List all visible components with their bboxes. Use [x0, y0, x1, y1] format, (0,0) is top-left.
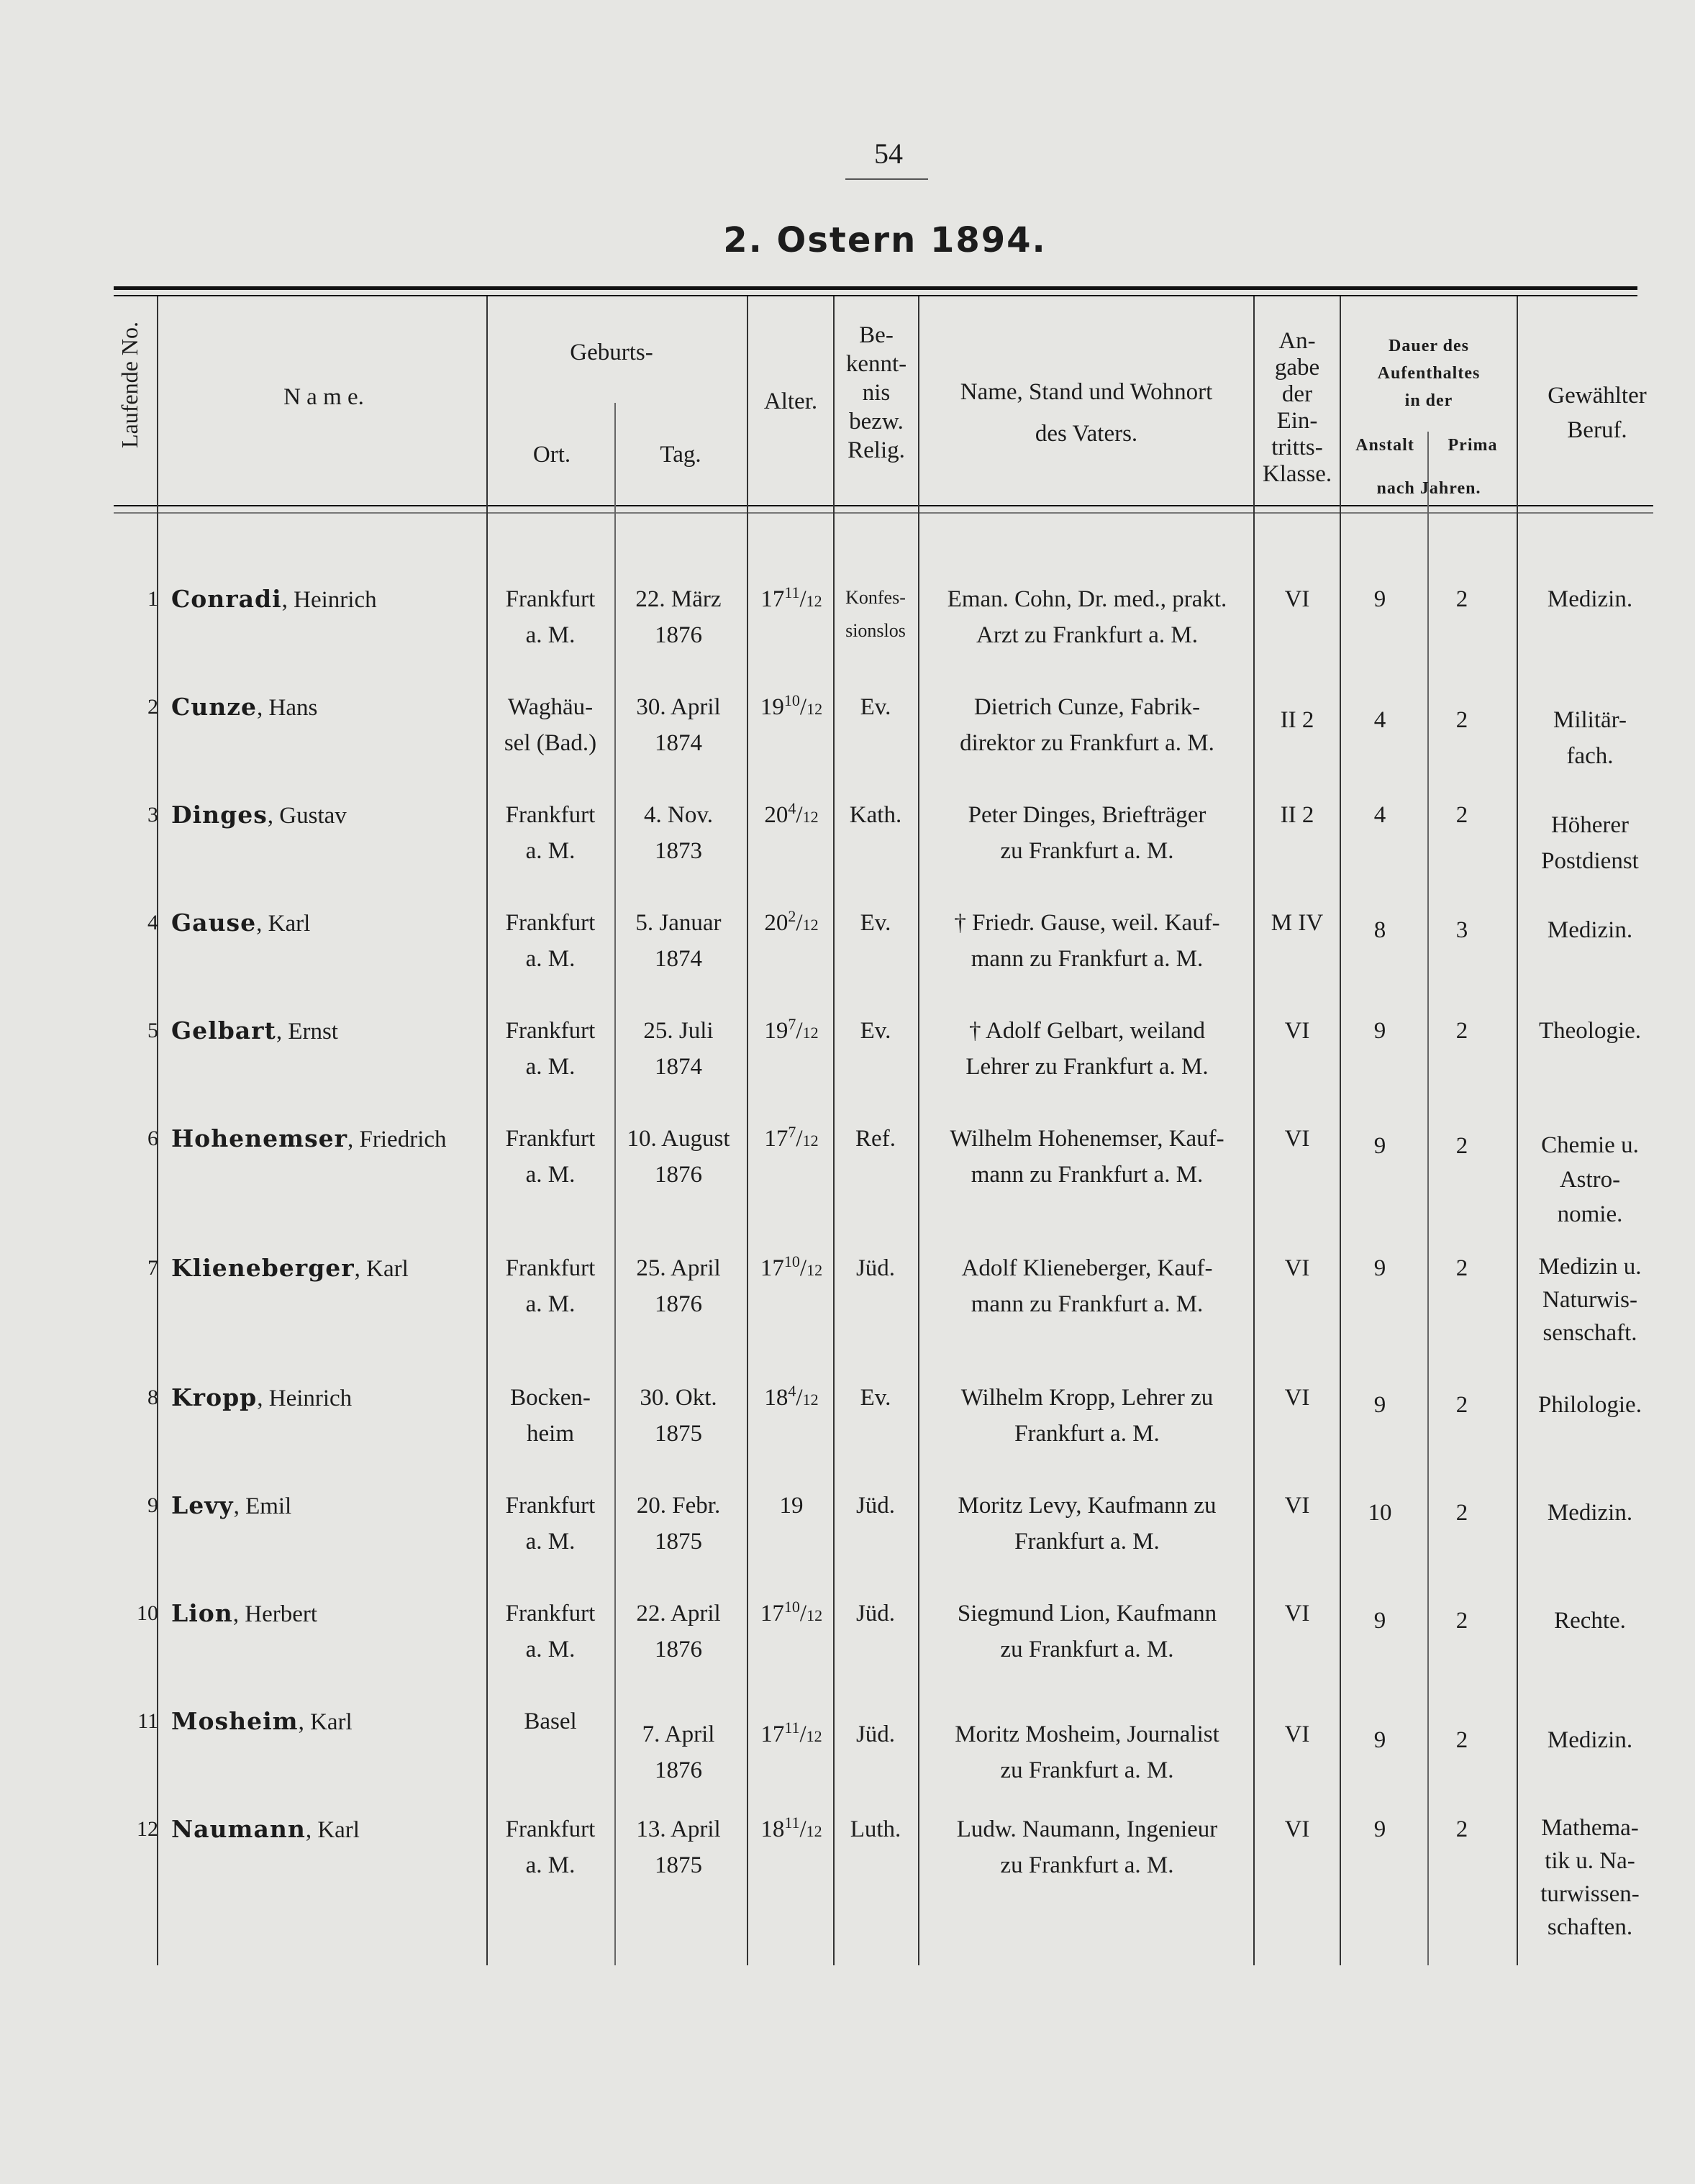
chosen-profession: Theologie. [1538, 1018, 1642, 1044]
entry-class: VI [1284, 1493, 1310, 1519]
surname: Hohenemser [171, 1124, 348, 1152]
age-months: 11 [784, 1814, 800, 1832]
years-prima: 2 [1455, 1608, 1468, 1634]
birth-date: 13. April 1875 [636, 1816, 721, 1878]
firstname: , Karl [305, 1817, 360, 1843]
age-years: 20 [764, 802, 789, 828]
birth-place: Frankfurt a. M. [505, 1601, 596, 1662]
age-denominator: 12 [802, 916, 819, 934]
student-name [171, 689, 488, 726]
table-row [0, 1121, 1695, 1227]
years-anstalt: 9 [1373, 1392, 1386, 1418]
age-months: 4 [788, 1382, 796, 1400]
row-number: 3 [147, 803, 158, 827]
years-anstalt: 9 [1373, 1255, 1386, 1281]
firstname: , Ernst [276, 1019, 338, 1045]
row-number: 10 [137, 1601, 158, 1625]
row-number: 11 [137, 1709, 158, 1733]
age-months: 4 [788, 799, 796, 817]
birth-place: Frankfurt a. M. [505, 1816, 596, 1878]
header-dauer: Dauer des Aufenthaltes in der [1377, 337, 1481, 410]
years-prima: 2 [1455, 802, 1468, 828]
age-denominator: 12 [802, 1391, 819, 1409]
entry-class: VI [1284, 1816, 1310, 1842]
table-row [0, 581, 1695, 675]
row-number: 9 [147, 1493, 158, 1517]
table-row [0, 1811, 1695, 1940]
header-angabe: An- gabe der Ein- tritts- Klasse. [1262, 328, 1332, 487]
age: $17^{11}/12$ [760, 583, 822, 612]
age: $17^7/12$ [764, 1123, 819, 1152]
religion: Konfes- sionslos [845, 587, 906, 641]
chosen-profession: Medizin. [1547, 586, 1633, 612]
birth-date: 22. April 1876 [636, 1601, 721, 1662]
surname: Dinges [171, 801, 268, 829]
birth-date: 5. Januar 1874 [635, 910, 722, 972]
chosen-profession: Mathema- tik u. Na- turwissen- schaften. [1540, 1815, 1640, 1940]
entry-class: VI [1284, 1601, 1310, 1626]
header-prima: Prima [1448, 436, 1498, 455]
father: Wilhelm Hohenemser, Kauf- mann zu Frankfurt a. M. [950, 1126, 1224, 1188]
age-years: 19 [764, 1018, 789, 1044]
entry-class: VI [1284, 1721, 1310, 1747]
table-row [0, 689, 1695, 783]
student-name [171, 1250, 488, 1287]
table-row [0, 1703, 1695, 1797]
years-prima: 2 [1455, 1018, 1468, 1044]
table-row [0, 1013, 1695, 1106]
age-years: 17 [760, 1601, 784, 1626]
entry-class: VI [1284, 1385, 1310, 1411]
age-months: 7 [788, 1123, 796, 1141]
birth-place: Basel [524, 1708, 577, 1734]
age-years: 17 [760, 1721, 785, 1747]
firstname: , Heinrich [257, 1386, 353, 1411]
header-bekenntnis: Be- kennt- nis bezw. Relig. [845, 322, 907, 463]
father: Siegmund Lion, Kaufmann zu Frankfurt a. M. [957, 1601, 1217, 1662]
birth-date: 7. April 1876 [642, 1721, 715, 1783]
years-prima: 2 [1455, 707, 1468, 733]
years-anstalt: 4 [1373, 802, 1386, 828]
surname: Levy [171, 1491, 234, 1519]
surname: Naumann [171, 1815, 306, 1843]
birth-date: 4. Nov. 1873 [644, 802, 713, 864]
years-prima: 2 [1455, 586, 1468, 612]
row-number: 1 [147, 587, 158, 611]
birth-place: Frankfurt a. M. [505, 1493, 596, 1555]
birth-place: Frankfurt a. M. [505, 1126, 596, 1188]
father: † Adolf Gelbart, weiland Lehrer zu Frankfurt a. M. [965, 1018, 1209, 1080]
surname: Gause [171, 909, 257, 937]
age-years: 18 [764, 1385, 789, 1411]
years-anstalt: 9 [1373, 1608, 1386, 1634]
birth-date: 25. April 1876 [636, 1255, 721, 1317]
surname: Mosheim [171, 1707, 299, 1735]
age-months: 11 [784, 583, 800, 601]
entry-class: VI [1284, 586, 1310, 612]
age [745, 1488, 838, 1524]
birth-place: Waghäu- sel (Bad.) [504, 694, 597, 756]
chosen-profession: Militär- fach. [1553, 707, 1627, 769]
religion: Kath. [849, 802, 902, 828]
table-row [0, 905, 1695, 998]
row-number: 6 [147, 1127, 158, 1150]
age-years: 20 [764, 910, 789, 936]
table-top-rule [114, 286, 1637, 290]
religion: Ev. [860, 1385, 891, 1411]
birth-place: Frankfurt a. M. [505, 1255, 596, 1317]
years-prima: 2 [1455, 1727, 1468, 1753]
chosen-profession: Chemie u. Astro- nomie. [1541, 1132, 1639, 1227]
header-geburts: Geburts- [570, 340, 653, 365]
page-number: 54 [874, 137, 903, 170]
student-name [171, 1703, 488, 1740]
entry-class: VI [1284, 1126, 1310, 1152]
row-number: 8 [147, 1386, 158, 1409]
age-months: 7 [788, 1015, 796, 1033]
header-nach-jahren: nach Jahren. [1376, 479, 1481, 498]
age-years: 19 [760, 694, 784, 720]
birth-date: 25. Juli 1874 [643, 1018, 714, 1080]
age-months: 10 [783, 1598, 800, 1616]
years-anstalt: 10 [1368, 1500, 1392, 1526]
surname: Conradi [171, 585, 282, 613]
entry-class: VI [1284, 1255, 1310, 1281]
religion: Ev. [860, 694, 891, 720]
age-years: 19 [779, 1493, 804, 1519]
father: Adolf Klieneberger, Kauf- mann zu Frankfurt a. M. [961, 1255, 1213, 1317]
firstname: , Karl [256, 911, 311, 937]
age-years: 17 [760, 586, 785, 612]
years-prima: 2 [1455, 1500, 1468, 1526]
header-anstalt: Anstalt [1355, 436, 1414, 455]
student-name [171, 1596, 488, 1632]
religion: Jüd. [855, 1601, 896, 1626]
years-anstalt: 9 [1373, 586, 1386, 612]
birth-date: 30. April 1874 [636, 694, 721, 756]
surname: Cunze [171, 693, 257, 721]
birth-date: 10. August 1876 [627, 1126, 730, 1188]
age-denominator: 12 [806, 592, 822, 610]
years-anstalt: 4 [1373, 707, 1386, 733]
firstname: , Emil [233, 1493, 292, 1519]
firstname: , Karl [298, 1709, 353, 1735]
father: Moritz Levy, Kaufmann zu Frankfurt a. M. [958, 1493, 1217, 1555]
row-number: 4 [147, 911, 158, 934]
years-anstalt: 9 [1373, 1727, 1386, 1753]
age-denominator: 12 [806, 1261, 823, 1279]
surname: Kropp [171, 1383, 258, 1411]
chosen-profession: Medizin. [1547, 917, 1633, 943]
age-months: 10 [783, 1252, 800, 1270]
father: Peter Dinges, Briefträger zu Frankfurt a. M. [968, 802, 1207, 864]
age: $20^2/12$ [764, 907, 819, 936]
chosen-profession: Medizin. [1547, 1727, 1633, 1753]
religion: Jüd. [855, 1255, 896, 1281]
age: $18^{11}/12$ [760, 1814, 822, 1842]
birth-date: 30. Okt. 1875 [640, 1385, 717, 1447]
age-denominator: 12 [802, 1024, 819, 1042]
age-denominator: 12 [802, 808, 819, 826]
student-name [171, 1488, 488, 1524]
years-anstalt: 9 [1373, 1018, 1386, 1044]
table-row [0, 1380, 1695, 1473]
table-top-rule-thin [114, 295, 1637, 296]
father: Eman. Cohn, Dr. med., prakt. Arzt zu Frankfurt a. M. [947, 586, 1227, 648]
years-anstalt: 8 [1373, 917, 1386, 943]
birth-date: 20. Febr. 1875 [636, 1493, 721, 1555]
header-alter: Alter. [763, 388, 818, 414]
years-prima: 2 [1455, 1255, 1468, 1281]
father: Wilhelm Kropp, Lehrer zu Frankfurt a. M. [960, 1385, 1214, 1447]
entry-class: II 2 [1280, 707, 1314, 733]
age-denominator: 12 [806, 1822, 822, 1840]
header-ort: Ort. [532, 442, 571, 468]
age: $17^{11}/12$ [760, 1719, 822, 1747]
birth-place: Frankfurt a. M. [505, 1018, 596, 1080]
age-denominator: 12 [806, 1727, 822, 1745]
birth-place: Frankfurt a. M. [505, 802, 596, 864]
surname: Gelbart [171, 1016, 276, 1045]
age-denominator: 12 [806, 700, 823, 718]
table-row [0, 1488, 1695, 1581]
father: Moritz Mosheim, Journalist zu Frankfurt a. M. [955, 1721, 1219, 1783]
table-row [0, 1250, 1695, 1344]
header-vater: Name, Stand und Wohnort des Vaters. [960, 379, 1213, 447]
chosen-profession: Medizin u. Naturwis- senschaft. [1538, 1254, 1642, 1346]
student-name [171, 797, 488, 834]
firstname: , Friedrich [347, 1127, 447, 1152]
religion: Jüd. [855, 1493, 896, 1519]
religion: Jüd. [855, 1721, 896, 1747]
religion: Ref. [855, 1126, 896, 1152]
age-years: 17 [760, 1255, 784, 1281]
student-name [171, 1013, 488, 1050]
entry-class: M IV [1271, 910, 1324, 936]
chosen-profession: Philologie. [1538, 1392, 1642, 1418]
row-number: 12 [137, 1817, 158, 1841]
years-prima: 2 [1455, 1816, 1468, 1842]
student-name [171, 905, 488, 942]
firstname: , Heinrich [281, 587, 377, 613]
page-number-rule [845, 178, 928, 180]
age: $19^{10}/12$ [760, 691, 823, 720]
student-name [171, 1380, 488, 1416]
age: $18^4/12$ [764, 1382, 819, 1411]
chosen-profession: Höherer Postdienst [1541, 812, 1639, 874]
firstname: , Karl [354, 1256, 409, 1282]
birth-place: Frankfurt a. M. [505, 910, 596, 972]
student-name [171, 581, 488, 618]
firstname: , Herbert [232, 1601, 318, 1627]
years-prima: 2 [1455, 1392, 1468, 1418]
age-denominator: 12 [802, 1132, 819, 1150]
years-anstalt: 9 [1373, 1816, 1386, 1842]
years-prima: 2 [1455, 1133, 1468, 1159]
header-laufende-no: Laufende No. [117, 322, 142, 448]
age-years: 18 [760, 1816, 785, 1842]
student-name [171, 1811, 488, 1848]
years-prima: 3 [1455, 917, 1468, 943]
religion: Ev. [860, 1018, 891, 1044]
header-name: N a m e. [283, 384, 364, 410]
religion: Luth. [850, 1816, 901, 1842]
entry-class: VI [1284, 1018, 1310, 1044]
chosen-profession: Medizin. [1547, 1500, 1633, 1526]
table-row [0, 797, 1695, 891]
header-beruf: Gewählter Beruf. [1548, 383, 1647, 443]
firstname: , Gustav [267, 803, 347, 829]
student-name [171, 1121, 488, 1157]
table-row [0, 1596, 1695, 1689]
surname: Lion [171, 1599, 233, 1627]
header-bottom-rule-2 [114, 512, 1653, 514]
age: $19^7/12$ [764, 1015, 819, 1044]
row-number: 2 [147, 695, 158, 719]
entry-class: II 2 [1280, 802, 1314, 828]
years-anstalt: 9 [1373, 1133, 1386, 1159]
age-years: 17 [764, 1126, 789, 1152]
birth-date: 22. März 1876 [635, 586, 722, 648]
chosen-profession: Rechte. [1554, 1608, 1626, 1634]
age: $17^{10}/12$ [760, 1252, 823, 1281]
header-bottom-rule [114, 505, 1653, 506]
row-number: 5 [147, 1019, 158, 1042]
father: Ludw. Naumann, Ingenieur zu Frankfurt a. M. [956, 1816, 1218, 1878]
row-number: 7 [147, 1256, 158, 1280]
section-title: 2. Ostern 1894. [723, 220, 1047, 260]
age: $20^4/12$ [764, 799, 819, 828]
father: † Friedr. Gause, weil. Kauf- mann zu Frankfurt a. M. [954, 910, 1220, 972]
religion: Ev. [860, 910, 891, 936]
father: Dietrich Cunze, Fabrik- direktor zu Frankfurt a. M. [960, 694, 1214, 756]
age-months: 10 [783, 691, 800, 709]
age: $17^{10}/12$ [760, 1598, 823, 1626]
header-tag: Tag. [660, 442, 701, 468]
age-denominator: 12 [806, 1606, 823, 1624]
birth-place: Bocken- heim [510, 1385, 591, 1447]
birth-place: Frankfurt a. M. [505, 586, 596, 648]
surname: Klieneberger [171, 1254, 355, 1282]
age-months: 2 [788, 907, 796, 925]
age-months: 11 [784, 1719, 800, 1737]
firstname: , Hans [257, 695, 318, 721]
